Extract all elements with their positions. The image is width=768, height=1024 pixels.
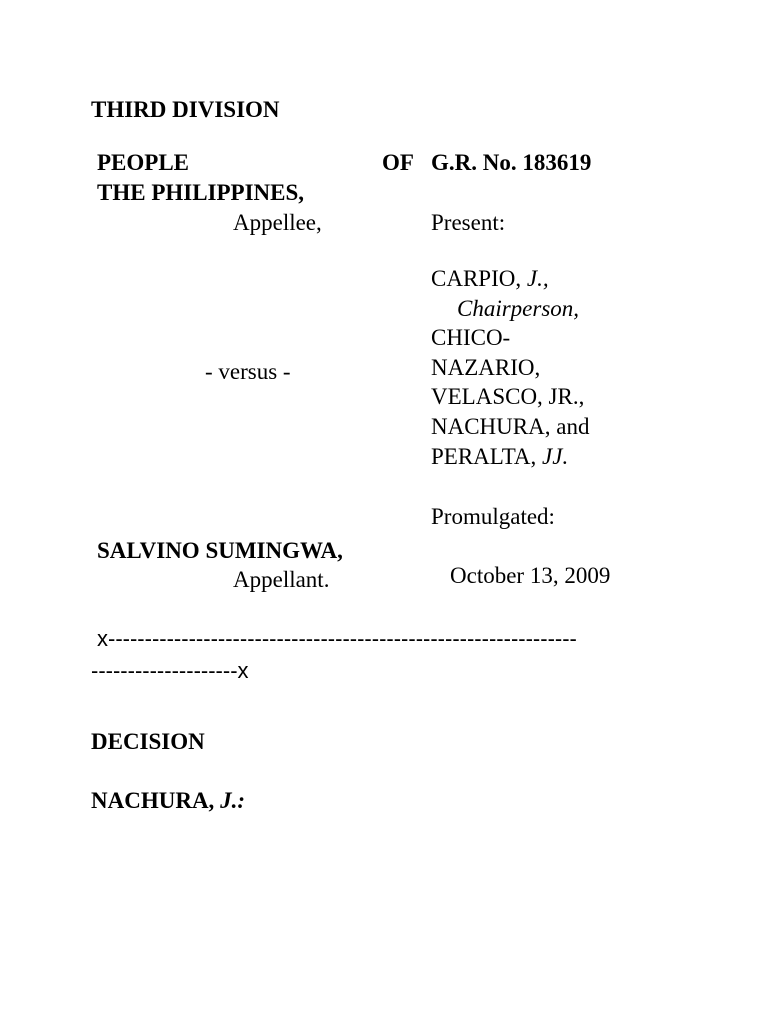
- division-heading: THIRD DIVISION: [91, 97, 280, 122]
- plaintiff-line1-a: PEOPLE: [97, 150, 190, 175]
- plaintiff-line1-b: OF: [382, 150, 414, 175]
- justice-chico-line1: CHICO-: [431, 325, 511, 350]
- promulgation-date: October 13, 2009: [450, 563, 611, 588]
- separator-line1: x----------------------------------------------------------------: [97, 626, 577, 651]
- decision-author-name: NACHURA,: [91, 788, 221, 813]
- justice-peralta: [431, 445, 568, 468]
- justice-peralta-title: JJ.: [542, 444, 569, 469]
- chairperson-label: [457, 297, 579, 320]
- justice-carpio-title: J.,: [526, 266, 549, 291]
- decision-author: [91, 789, 245, 812]
- defendant-name: SALVINO SUMINGWA,: [97, 538, 343, 563]
- decision-heading: DECISION: [91, 729, 205, 754]
- justice-chico-line2: NAZARIO,: [431, 355, 541, 380]
- versus-label: - versus -: [205, 359, 291, 384]
- justice-nachura: NACHURA, and: [431, 414, 590, 439]
- plaintiff-role: Appellee,: [233, 210, 322, 235]
- promulgated-label: Promulgated:: [431, 504, 555, 529]
- chairperson-text: Chairperson,: [457, 296, 580, 321]
- plaintiff-line2: THE PHILIPPINES,: [97, 180, 305, 205]
- gr-number: G.R. No. 183619: [431, 150, 592, 175]
- present-label: Present:: [431, 210, 506, 235]
- justice-carpio: [431, 267, 549, 290]
- justice-velasco: VELASCO, JR.,: [431, 384, 585, 409]
- separator-line2: --------------------x: [91, 658, 249, 683]
- decision-author-title: J.:: [220, 788, 245, 813]
- justice-carpio-name: CARPIO,: [431, 266, 527, 291]
- defendant-role: Appellant.: [233, 567, 330, 592]
- justice-peralta-name: PERALTA,: [431, 444, 543, 469]
